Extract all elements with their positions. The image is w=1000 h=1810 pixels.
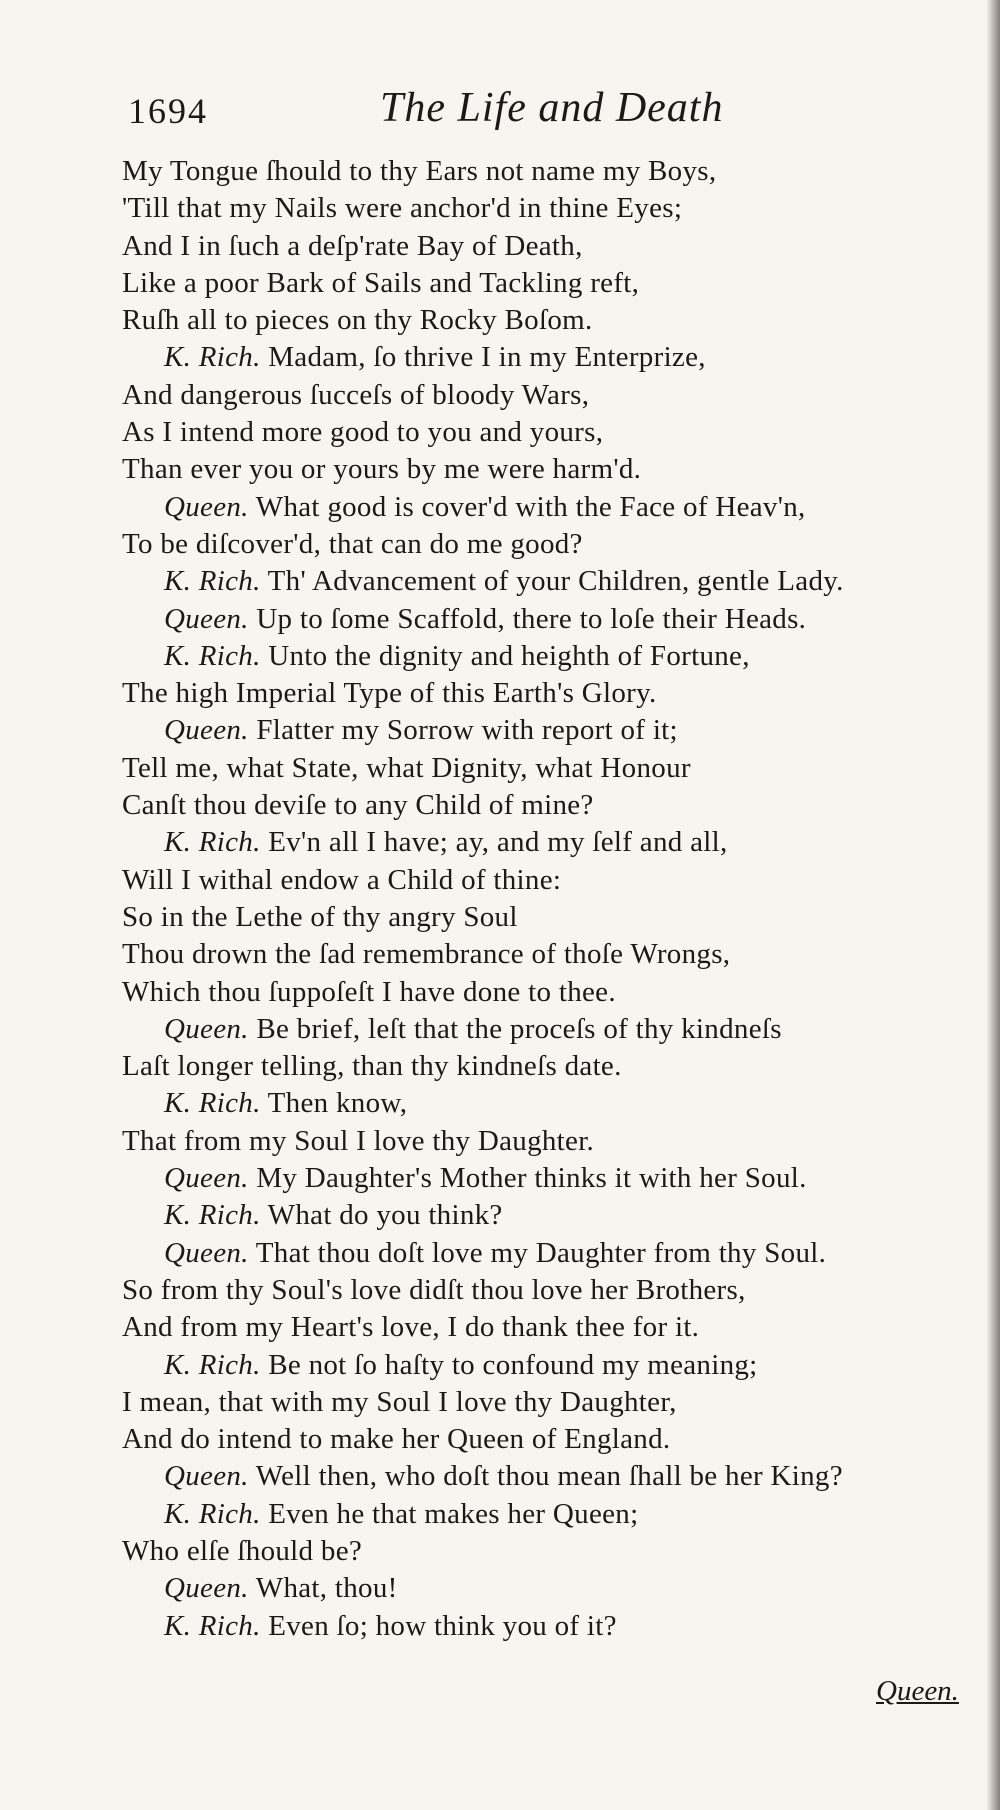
line-text: Who elſe ſhould be? [122, 1534, 363, 1567]
line-text: Well then, who doſt thou mean ſhall be her King? [255, 1460, 843, 1493]
speaker-label: K. Rich. [164, 1087, 261, 1120]
line-text: What good is cover'd with the Face of Heav'n, [255, 490, 806, 523]
text-line [122, 1160, 982, 1197]
speaker-label: Queen. [164, 1572, 249, 1605]
line-text: And dangerous ſucceſs of bloody Wars, [122, 378, 590, 411]
line-text: Laſt longer telling, than thy kindneſs date. [122, 1050, 622, 1083]
line-text: And do intend to make her Queen of England. [122, 1423, 671, 1456]
speaker-label: K. Rich. [164, 341, 261, 374]
line-text: So from thy Soul's love didſt thou love her Brothers, [122, 1273, 746, 1306]
line-text: What do you think? [267, 1199, 503, 1232]
page-edge-shadow [986, 0, 1000, 1810]
text-line [122, 1347, 982, 1384]
text-line [122, 1496, 982, 1533]
text-line [122, 712, 982, 749]
line-text: Will I withal endow a Child of thine: [122, 863, 562, 896]
speaker-label: K. Rich. [164, 565, 261, 598]
line-text: Canſt thou deviſe to any Child of mine? [122, 789, 594, 822]
text-line [122, 1533, 982, 1570]
text-line [122, 601, 982, 638]
line-text: My Tongue ſhould to thy Ears not name my Boys, [122, 155, 717, 187]
line-text: Than ever you or yours by me were harm'd. [122, 453, 642, 486]
line-text: As I intend more good to you and yours, [122, 416, 604, 449]
speaker-label: Queen. [164, 1236, 249, 1269]
line-text: I mean, that with my Soul I love thy Daughter, [122, 1385, 677, 1418]
catchword: Queen. [876, 1675, 959, 1707]
text-line [122, 339, 982, 376]
line-text: My Daughter's Mother thinks it with her Soul. [256, 1162, 807, 1195]
text-line [122, 414, 982, 451]
text-line [122, 302, 982, 339]
speaker-label: K. Rich. [164, 1609, 261, 1642]
line-text: Even ſo; how think you of it? [268, 1609, 617, 1642]
text-line [122, 974, 982, 1011]
text-line [122, 862, 982, 899]
line-text: Unto the dignity and heighth of Fortune, [268, 639, 750, 672]
speaker-label: K. Rich. [164, 826, 261, 859]
text-line [122, 1011, 982, 1048]
text-line [122, 1123, 982, 1160]
text-line [122, 1048, 982, 1085]
line-text: Madam, ſo thrive I in my Enterprize, [268, 341, 706, 374]
play-text [122, 153, 982, 1645]
text-line [122, 1272, 982, 1309]
text-line [122, 1570, 982, 1607]
text-line [122, 377, 982, 414]
line-text: Thou drown the ſad remembrance of thoſe Wrongs, [122, 938, 731, 971]
running-title: The Life and Death [380, 85, 724, 131]
page-header [128, 78, 848, 138]
line-text: Ev'n all I have; ay, and my ſelf and all, [268, 826, 728, 859]
speaker-label: Queen. [164, 1012, 249, 1045]
line-text: Th' Advancement of your Children, gentle Lady. [267, 565, 844, 598]
text-line [122, 1458, 982, 1495]
text-line [122, 936, 982, 973]
text-line [122, 675, 982, 712]
text-line [122, 526, 982, 563]
page-number: 1694 [128, 91, 208, 131]
line-text: That from my Soul I love thy Daughter. [122, 1124, 595, 1157]
line-text: Like a poor Bark of Sails and Tackling reft, [122, 266, 640, 299]
text-line [122, 563, 982, 600]
text-line [122, 1235, 982, 1272]
text-line [122, 1197, 982, 1234]
line-text: The high Imperial Type of this Earth's Glory. [122, 677, 657, 710]
speaker-label: K. Rich. [164, 1497, 261, 1530]
line-text: And I in ſuch a deſp'rate Bay of Death, [122, 229, 583, 262]
line-text: Ruſh all to pieces on thy Rocky Boſom. [122, 304, 593, 337]
text-line [122, 1384, 982, 1421]
line-text: What, thou! [255, 1572, 398, 1605]
line-text: Tell me, what State, what Dignity, what Honour [122, 751, 691, 784]
line-text: So in the Lethe of thy angry Soul [122, 900, 518, 933]
text-line [122, 638, 982, 675]
text-line [122, 1309, 982, 1346]
line-text: 'Till that my Nails were anchor'd in thine Eyes; [122, 192, 683, 225]
line-text: Up to ſome Scaffold, there to loſe their Heads. [256, 602, 807, 635]
line-text: Then know, [267, 1087, 408, 1120]
line-text: Even he that makes her Queen; [268, 1497, 639, 1530]
speaker-label: K. Rich. [164, 639, 261, 672]
text-line [122, 265, 982, 302]
line-text: Be brief, leſt that the proceſs of thy kindneſs [256, 1012, 782, 1045]
line-text: Flatter my Sorrow with report of it; [256, 714, 678, 747]
text-line [122, 153, 982, 190]
line-text: Which thou ſuppoſeſt I have done to thee. [122, 975, 616, 1008]
speaker-label: Queen. [164, 602, 249, 635]
text-line [122, 824, 982, 861]
text-line [122, 750, 982, 787]
text-line [122, 899, 982, 936]
speaker-label: Queen. [164, 714, 249, 747]
line-text: And from my Heart's love, I do thank thee for it. [122, 1311, 700, 1344]
speaker-label: Queen. [164, 1460, 249, 1493]
line-text: To be diſcover'd, that can do me good? [122, 527, 583, 560]
line-text: Be not ſo haſty to confound my meaning; [268, 1348, 758, 1381]
text-line [122, 1608, 982, 1645]
text-line [122, 1421, 982, 1458]
speaker-label: Queen. [164, 1162, 249, 1195]
speaker-label: Queen. [164, 490, 249, 523]
speaker-label: K. Rich. [164, 1348, 261, 1381]
line-text: That thou doſt love my Daughter from thy Soul. [255, 1236, 827, 1269]
text-line [122, 190, 982, 227]
speaker-label: K. Rich. [164, 1199, 261, 1232]
text-line [122, 489, 982, 526]
text-line [122, 787, 982, 824]
text-line [122, 451, 982, 488]
text-line [122, 1085, 982, 1122]
text-line [122, 228, 982, 265]
